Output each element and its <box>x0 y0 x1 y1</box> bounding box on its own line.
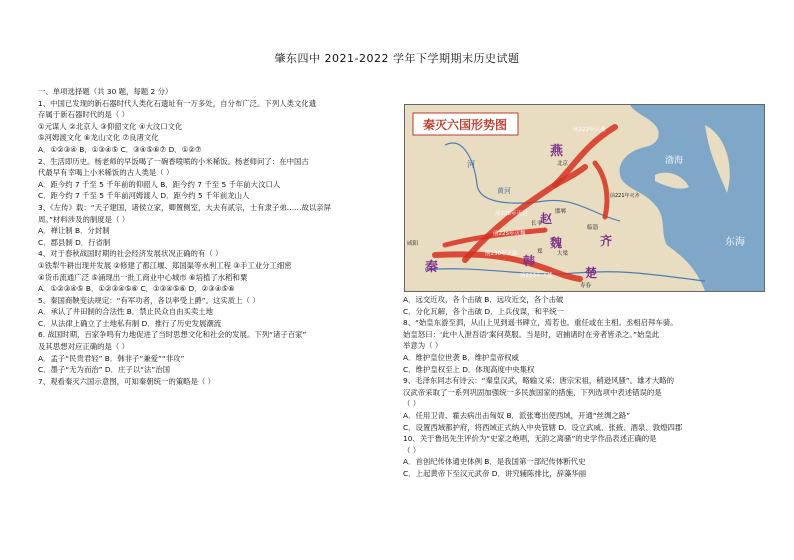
city-label: 北京 <box>557 161 569 167</box>
question-line: 及其思想对应正确的是（ ） <box>38 342 130 352</box>
question-line: C．上起黄帝下至汉元武帝 D．讲究辅陈排比，辞藻华丽 <box>403 468 587 478</box>
question-line: ①元谋人 ②北京人 ③仰韶文化 ④大汶口文化 <box>38 121 183 131</box>
question-line: 周。”材料涉及的制度是（ ） <box>38 214 130 224</box>
yellow-river <box>445 143 620 221</box>
question-line: C．维护皇权至上 D．体现高度中央集权 <box>403 364 535 374</box>
question-line: A．①②③④⑤ B．①②③④⑤⑥ C．①③④⑤⑥ D．②③④⑤⑥ <box>38 284 235 294</box>
question-line: C．墨子“无为而治” D．庄子以“法”治国 <box>38 365 170 375</box>
city-label: 邯郸 <box>555 209 567 215</box>
campaign-label: 前222年灭燕 <box>573 127 606 133</box>
right-column <box>403 294 773 480</box>
question-line: C．分化瓦解，各个击破 D．上兵伐谋，和平统一 <box>403 306 565 316</box>
sea-label: 东海 <box>725 237 745 248</box>
question-line: A．孟子“民贵君轻” B．韩非子“兼爱”“非攻” <box>38 353 185 363</box>
city-label: 长平 <box>531 221 543 227</box>
sea-label: 渤海 <box>665 156 684 166</box>
question-line: 始皇怒曰：‘此中人泄吾语’案问莫服。当是时，诏捕诸时在旁者皆杀之。”始皇此 <box>403 329 660 339</box>
question-line: A．任用卫青、霍去病出击匈奴 B．派张骞出使西域，开通“丝绸之路” <box>403 410 631 420</box>
sea-area <box>620 105 764 291</box>
exam-title: 肇东四中 2021-2022 学年下学期期末历史试题 <box>274 52 520 65</box>
state-label: 秦 <box>425 260 439 275</box>
state-label: 燕 <box>550 144 564 159</box>
map-title: 秦灭六国形势图 <box>422 118 508 132</box>
question-line: （ ） <box>403 399 421 409</box>
state-label: 魏 <box>550 236 563 250</box>
city-label: 寿春 <box>580 283 592 289</box>
question-line: ④货币流通广泛 ⑤涌现出一批工商业中心城市 ⑥培植了水稻和粟 <box>38 272 248 282</box>
city-label: 大梁 <box>557 251 569 257</box>
question-line: A．距今约 7 千至 5 千年前的仰韶人 B．距今约 7 千至 5 千年前大汶口人 <box>38 179 281 189</box>
city-label: 临淄 <box>587 225 599 231</box>
river-label: 河 <box>467 160 475 169</box>
question-line: A．禅让制 B．分封制 <box>38 226 110 236</box>
question-line: C．郡县制 D．行省制 <box>38 237 111 247</box>
qin-unification-map <box>404 104 765 292</box>
state-label: 韩 <box>523 254 536 268</box>
campaign-label: 前230年灭韩 <box>485 251 518 257</box>
question-line: ⑤河姆渡文化 ⑥龙山文化 ⑦良渚文化 <box>38 133 159 143</box>
campaign-arrow <box>555 127 615 185</box>
question-line: A．首创纪传体通史体例 B．是我国第一部纪传体断代史 <box>403 457 586 467</box>
campaign-label: 前223年灭楚 <box>520 273 553 279</box>
campaign-label: 前221年灭齐 <box>610 193 640 199</box>
campaign-arrow <box>595 163 607 217</box>
state-label: 赵 <box>540 212 553 226</box>
question-line: 4、对于春秋战国时期的社会经济发展状况正确的有（ ） <box>38 249 223 259</box>
city-label: 咸阳 <box>407 241 419 247</box>
question-line: A．承认了井田制的合法性 B．禁止民众自由买卖土地 <box>38 307 214 317</box>
question-line: 1、中国已发现的新石器时代人类化石遗址有一万多处，自分布广泛。下列人类文化遗 <box>38 98 317 108</box>
left-column <box>38 86 398 387</box>
question-line: A．维护皇位世袭 B．维护皇帝权威 <box>403 352 519 362</box>
question-line: 汉武帝采取了一系列巩固加强统一多民族国家的措施，下列选项中表述错误的是 <box>403 387 662 397</box>
question-line: 6. 战国时期，百家争鸣有力地促进了当时思想文化和社会的发展。下列“诸子百家” <box>38 330 307 340</box>
question-line: A．①②③④ B．①③④⑤ C．③④⑤⑥⑦ D．①②⑦ <box>38 144 202 154</box>
city-label: 郑 <box>537 249 543 255</box>
campaign-arrow <box>435 254 580 279</box>
campaign-label: 前225年灭魏 <box>493 231 526 237</box>
question-line: 存属于新石器时代的是（ ） <box>38 110 130 120</box>
question-line: 举意为（ ） <box>403 341 443 351</box>
question-line: 代最早有幸喝上小米稀饭的古人类是（ ） <box>38 168 174 178</box>
question-line: C．距今约 7 千至 5 千年前河姆渡人 D．距今约 5 千年前龙山人 <box>38 191 250 201</box>
question-line: 8、“始皇东游至泗，从山上见到遥书碑立，焉若也。重任或在主相。丞相启拜车骑。 <box>403 318 678 328</box>
campaign-label: 前228年灭赵 <box>495 211 528 217</box>
map-graphic <box>405 105 764 291</box>
question-line: C．从法律上确立了土地私有制 D．推行了历史发展潮流 <box>38 318 222 328</box>
state-label: 齐 <box>600 234 613 248</box>
question-line: 2、生活即历史。杨老师的早饭喝了一碗香喷喷的小米稀饭。杨老师问了：在中国古 <box>38 156 309 166</box>
section-heading: 一、单项选择题（共 30 题，每题 2 分） <box>38 87 173 96</box>
question-line: （ ） <box>403 445 421 455</box>
question-line: 7、观看秦灭六国示意图，可知秦朝统一的策略是（ ） <box>38 376 216 386</box>
question-line: 3、《左传》载：“天子建国，诸侯立家，卿置侧室，大夫有贰宗，士有隶子弟……故以亲屏 <box>38 202 332 212</box>
question-line: 5、秦国商鞅变法规定：“有军功者，各以率受上爵”。这实质上（ ） <box>38 295 260 305</box>
river-label: 黄河 <box>497 187 511 195</box>
state-label: 楚 <box>585 266 598 280</box>
question-line: 9、毛泽东同志有诗云：“秦皇汉武，略输文采；唐宗宋祖，稍逊风骚”。雄才大略的 <box>403 376 675 386</box>
question-line: ①铁犁牛耕出现并发展 ②修建了都江堰、郑国渠等水利工程 ③手工业分工细密 <box>38 260 292 270</box>
question-line: A．远交近攻，各个击破 B．远攻近交，各个击破 <box>403 295 564 304</box>
question-line: 10、关于鲁迅先生评价为“史家之绝唱，无韵之离骚”的史学作品表述正确的是 <box>403 434 657 444</box>
question-line: C．设置西域都护府，将西域正式纳入中央管辖 D．设立武威、张掖、酒泉、敦煌四郡 <box>403 422 683 432</box>
